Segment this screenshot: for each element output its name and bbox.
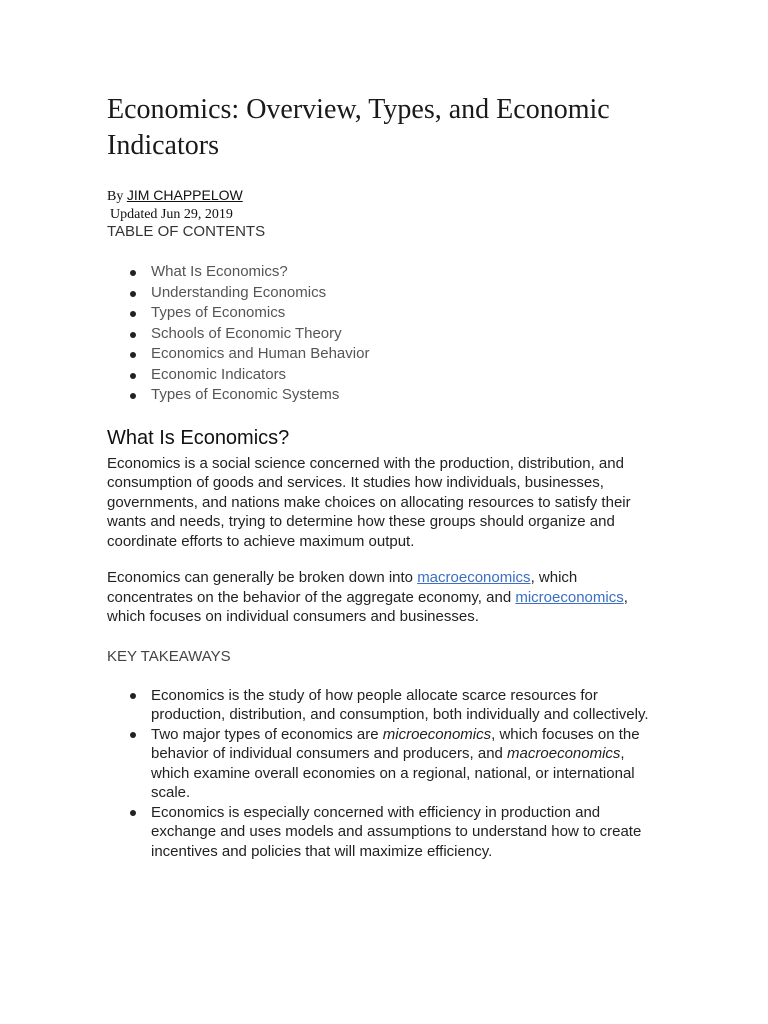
- key-takeaways-label: KEY TAKEAWAYS: [107, 647, 231, 665]
- toc-item-understanding-economics[interactable]: Understanding Economics: [151, 283, 667, 304]
- article-title: Economics: Overview, Types, and Economic Indicators: [107, 94, 610, 161]
- toc-item-economics-and-human-behavior[interactable]: Economics and Human Behavior: [151, 344, 667, 365]
- paragraph-text: , which focuses on individual consumers and businesses.: [107, 588, 628, 625]
- section-heading: What Is Economics?: [107, 426, 290, 449]
- takeaway-emphasis: macroeconomics: [507, 745, 621, 762]
- table-of-contents: [107, 262, 667, 406]
- macroeconomics-link[interactable]: macroeconomics: [417, 569, 531, 586]
- takeaway-item: [151, 725, 667, 803]
- toc-item-types-of-economic-systems[interactable]: Types of Economic Systems: [151, 385, 667, 406]
- paragraph-definition: Economics is a social science concerned with the production, distribution, and consumption of goods and services. It studies how individuals, businesses, governments, and nations make choices on allocating resources to satisfy their wants and needs, trying to determine how these groups should organize and coordinate efforts to achieve maximum output.: [107, 454, 631, 550]
- takeaway-emphasis: microeconomics: [382, 725, 492, 743]
- takeaway-text: Two major types of economics are: [151, 725, 383, 743]
- toc-item-economic-indicators[interactable]: Economic Indicators: [151, 365, 667, 386]
- paragraph-text: , which concentrates on the behavior of the aggregate economy, and: [107, 569, 578, 606]
- toc-item-types-of-economics[interactable]: Types of Economics: [151, 303, 667, 324]
- paragraph-branches: [107, 568, 667, 627]
- byline: [107, 186, 667, 206]
- key-takeaways-list: [107, 686, 667, 862]
- author-link[interactable]: JIM CHAPPELOW: [126, 187, 243, 203]
- toc-item-what-is-economics[interactable]: What Is Economics?: [151, 262, 667, 283]
- toc-label: TABLE OF CONTENTS: [107, 223, 266, 240]
- paragraph-text: Economics can generally be broken down into: [107, 569, 418, 586]
- takeaway-text: , which examine overall economies on a regional, national, or international scale.: [151, 745, 635, 801]
- updated-date: Updated Jun 29, 2019: [110, 207, 233, 222]
- by-label: By: [107, 189, 124, 204]
- microeconomics-link[interactable]: microeconomics: [515, 588, 624, 606]
- toc-item-schools-of-economic-theory[interactable]: Schools of Economic Theory: [151, 324, 667, 345]
- takeaway-item: Economics is especially concerned with efficiency in production and exchange and uses models and assumptions to understand how to create incentives and policies that will maximize efficiency.: [151, 803, 667, 862]
- takeaway-text: , which focuses on the behavior of individual consumers and producers, and: [151, 725, 640, 762]
- takeaway-item: Economics is the study of how people allocate scarce resources for production, distribution, and consumption, both individually and collectively.: [151, 686, 667, 725]
- article-body: [107, 92, 667, 861]
